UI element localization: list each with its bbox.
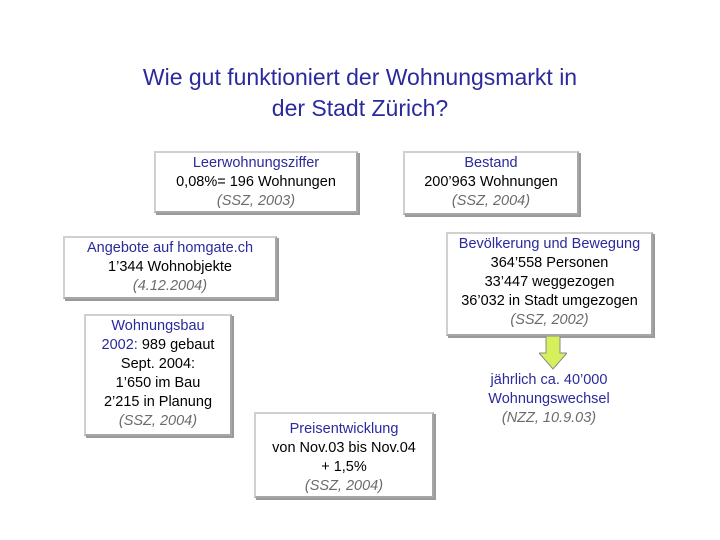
angebote-source: (4.12.2004) (132, 278, 208, 294)
bestand-value: 200’963 Wohnungen (424, 174, 558, 190)
wohnungsbau-heading: Wohnungsbau (111, 318, 205, 334)
title-line-1: Wie gut funktioniert der Wohnungsmarkt in (142, 64, 578, 90)
title-line-2: der Stadt Zürich? (271, 95, 449, 121)
wohnungsbau-in-planung: 2’215 in Planung (103, 394, 213, 410)
leerwohnungsziffer-heading: Leerwohnungsziffer (192, 155, 320, 171)
leerwohnungsziffer-box (154, 151, 358, 213)
wohnungsbau-2002-value: 989 gebaut (137, 337, 215, 353)
wohnungsbau-sept-2004: Sept. 2004: (120, 356, 196, 372)
wohnungsbau-2002 (86, 336, 230, 355)
wohnungswechsel-line-2: Wohnungswechsel (488, 391, 610, 407)
bestand-source: (SSZ, 2004) (451, 193, 531, 209)
preisentwicklung-source: (SSZ, 2004) (304, 478, 384, 494)
angebote-box (63, 236, 277, 299)
bestand-heading: Bestand (464, 155, 518, 171)
bevoelkerung-weggezogen: 33’447 weggezogen (484, 274, 615, 290)
bevoelkerung-umgezogen: 36’032 in Stadt umgezogen (461, 293, 638, 309)
wohnungswechsel-line-1: jährlich ca. 40’000 (490, 372, 608, 388)
angebote-heading: Angebote auf homgate.ch (86, 240, 254, 256)
page-title (40, 62, 680, 124)
preisentwicklung-value: + 1,5% (321, 459, 367, 475)
bevoelkerung-source: (SSZ, 2002) (510, 312, 589, 328)
wohnungsbau-im-bau: 1’650 im Bau (115, 375, 201, 391)
preisentwicklung-heading: Preisentwicklung (289, 421, 399, 437)
leerwohnungsziffer-value: 0,08%= 196 Wohnungen (176, 174, 336, 190)
wohnungsbau-2002-label: 2002: (101, 337, 138, 353)
wohnungsbau-source: (SSZ, 2004) (118, 413, 198, 429)
wohnungswechsel-source: (NZZ, 10.9.03) (501, 410, 597, 426)
wohnungswechsel-box (470, 370, 628, 432)
bevoelkerung-heading: Bevölkerung und Bewegung (458, 236, 641, 252)
wohnungsbau-box (84, 314, 232, 436)
bestand-box (403, 151, 579, 215)
preisentwicklung-box (254, 412, 434, 498)
preisentwicklung-period: von Nov.03 bis Nov.04 (272, 440, 416, 456)
down-arrow-icon (539, 336, 567, 370)
angebote-value: 1’344 Wohnobjekte (108, 259, 232, 275)
bevoelkerung-box (446, 232, 653, 336)
bevoelkerung-personen: 364’558 Personen (490, 255, 609, 271)
leerwohnungsziffer-source: (SSZ, 2003) (216, 193, 296, 209)
